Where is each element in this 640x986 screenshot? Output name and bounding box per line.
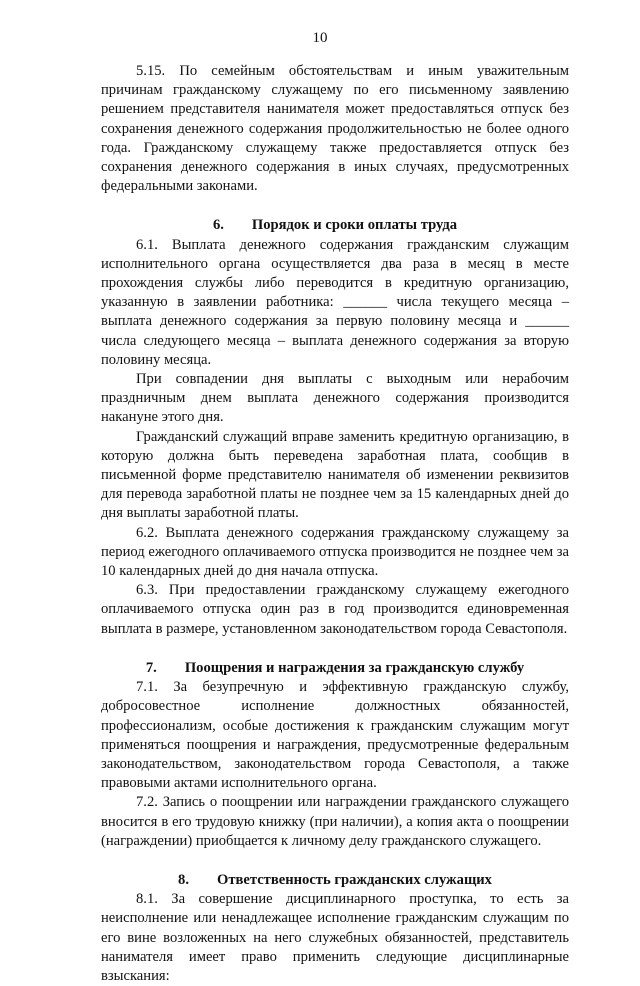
paragraph: Гражданский служащий вправе заменить кредитную организацию, в которую должна быть переведена заработная плата, сообщив в письменной форме представителю нанимателя об изменении реквизитов для перевода заработной платы не позднее чем за 15 календарных дней до дня выплаты заработной платы. — [101, 428, 569, 522]
paragraph: 8.1. За совершение дисциплинарного проступка, то есть за неисполнение или ненадлежащее исполнение гражданским служащим по его вине возложенных на него служебных обязанностей, представитель нанимателя имеет право применить следующие дисциплинарные взыскания: — [101, 891, 569, 984]
page-number: 10 — [312, 30, 328, 46]
document-body — [101, 62, 569, 986]
section-number: 7. — [145, 659, 157, 676]
section-title: Ответственность гражданских служащих — [216, 871, 492, 888]
paragraph: 6.1. Выплата денежного содержания гражданским служащим исполнительного органа осуществляется два раза в месяц в месте прохождения службы либо переводится в кредитную организацию, указанную в заявлении работника: ______ числа текущего месяца – выплата денежного содержания за первую половину месяца и ______ числа следующего месяца – выплата денежного содержания за вторую половину месяца. — [101, 236, 569, 368]
paragraph: 7.1. За безупречную и эффективную гражданскую службу, добросовестное исполнение должностных обязанностей, профессионализм, особые достижения к гражданским служащим могут применяться поощрения и награждения, предусмотренные федеральным законодательством, законодательством города Севастополя, а также правовыми актами исполнительного органа. — [101, 679, 569, 792]
paragraph: 5.15. По семейным обстоятельствам и иным уважительным причинам гражданскому служащему по его письменному заявлению решением представителя нанимателя может предоставляться отпуск без сохранения денежного содержания продолжительностью не более одного года. Гражданскому служащему также предоставляется отпуск без сохранения денежного содержания в иных случаях, предусмотренных федеральными законами. — [101, 63, 569, 195]
section-heading — [101, 216, 569, 235]
paragraph: При совпадении дня выплаты с выходным или нерабочим праздничным днем выплата денежного содержания производится накануне этого дня. — [101, 371, 569, 426]
paragraph: 6.3. При предоставлении гражданскому служащему ежегодного оплачиваемого отпуска один раз в год производится единовременная выплата в размере, установленном законодательством города Севастополя. — [101, 582, 569, 637]
section-heading — [101, 659, 569, 678]
section-number: 6. — [212, 217, 224, 234]
section-heading — [101, 871, 569, 890]
section-title: Порядок и сроки оплаты труда — [251, 217, 458, 234]
paragraph: 6.2. Выплата денежного содержания гражданскому служащему за период ежегодного оплачиваемого отпуска производится не позднее чем за 10 календарных дней до дня начала отпуска. — [101, 524, 569, 580]
paragraph: 7.2. Запись о поощрении или награждении гражданского служащего вносится в его трудовую книжку (при наличии), а копия акта о поощрении (награждении) приобщается к личному делу гражданского служащего. — [101, 794, 569, 849]
section-title: Поощрения и награждения за гражданскую службу — [184, 659, 525, 676]
section-number: 8. — [178, 871, 189, 888]
